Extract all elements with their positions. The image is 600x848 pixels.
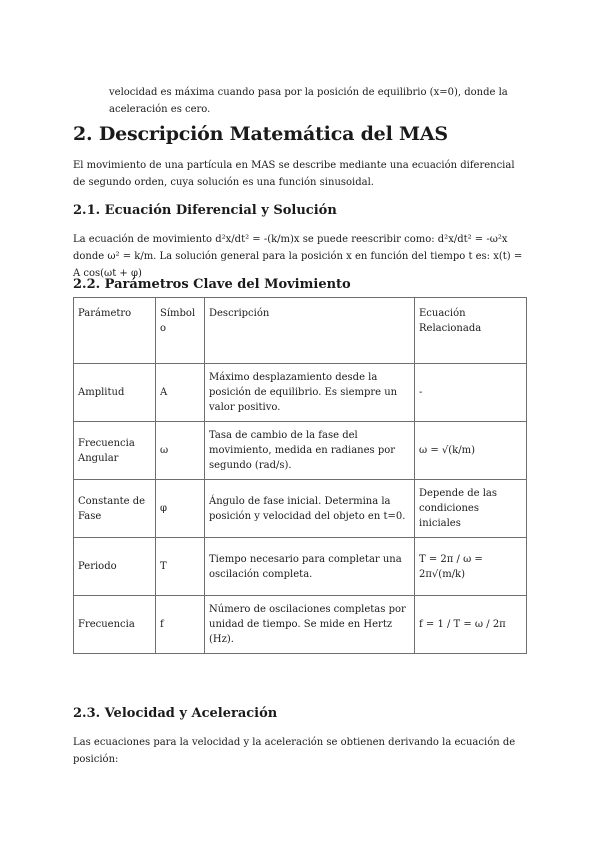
description-cell: Tiempo necesario para completar una oscilación completa. [205, 538, 415, 596]
equation-cell: Depende de las condiciones iniciales [415, 480, 527, 538]
description-cell: Máximo desplazamiento desde la posición de equilibrio. Es siempre un valor positivo. [205, 364, 415, 422]
equation-cell: f = 1 / T = ω / 2π [415, 596, 527, 654]
table-header-row [74, 298, 527, 364]
table-row [74, 596, 527, 654]
continuation-paragraph: velocidad es máxima cuando pasa por la posición de equilibrio (x=0), donde la aceleración es cero. [109, 87, 508, 115]
table-row [74, 422, 527, 480]
description-cell: Número de oscilaciones completas por unidad de tiempo. Se mide en Hertz (Hz). [205, 596, 415, 654]
description-cell: Ángulo de fase inicial. Determina la posición y velocidad del objeto en t=0. [205, 480, 415, 538]
table-row [74, 538, 527, 596]
symbol-cell: f [156, 596, 205, 654]
equation-cell: ω = √(k/m) [415, 422, 527, 480]
header-ecuacion: Ecuación Relacionada [415, 298, 527, 364]
description-cell: Tasa de cambio de la fase del movimiento, medida en radianes por segundo (rad/s). [205, 422, 415, 480]
header-parametro: Parámetro [74, 298, 156, 364]
subsection-1-text: La ecuación de movimiento d²x/dt² = -(k/m)x se puede reescribir como: d²x/dt² = -ω²x donde ω² = k/m. La solución general para la posición x en función del tiempo t es: x(t) = A cos(ωt + φ) [73, 234, 523, 279]
parameters-table [73, 297, 527, 654]
section-title: 2. Descripción Matemática del MAS [73, 123, 448, 145]
table-row [74, 480, 527, 538]
subsection-1-title: 2.1. Ecuación Diferencial y Solución [73, 203, 337, 218]
symbol-cell: T [156, 538, 205, 596]
equation-cell: T = 2π / ω = 2π√(m/k) [415, 538, 527, 596]
symbol-cell: A [156, 364, 205, 422]
param-cell: Frecuencia [74, 596, 156, 654]
symbol-cell: φ [156, 480, 205, 538]
table-row [74, 364, 527, 422]
param-cell: Amplitud [74, 364, 156, 422]
section-intro: El movimiento de una partícula en MAS se describe mediante una ecuación diferencial de segundo orden, cuya solución es una función sinusoidal. [73, 160, 515, 188]
subsection-2-title: 2.2. Parámetros Clave del Movimiento [73, 277, 351, 292]
param-cell: Constante de Fase [74, 480, 156, 538]
header-descripcion: Descripción [205, 298, 415, 364]
header-simbolo: Símbolo [156, 298, 205, 364]
param-cell: Frecuencia Angular [74, 422, 156, 480]
symbol-cell: ω [156, 422, 205, 480]
equation-cell: - [415, 364, 527, 422]
subsection-3-text: Las ecuaciones para la velocidad y la aceleración se obtienen derivando la ecuación de posición: [73, 737, 516, 765]
param-cell: Periodo [74, 538, 156, 596]
subsection-3-title: 2.3. Velocidad y Aceleración [73, 706, 278, 721]
